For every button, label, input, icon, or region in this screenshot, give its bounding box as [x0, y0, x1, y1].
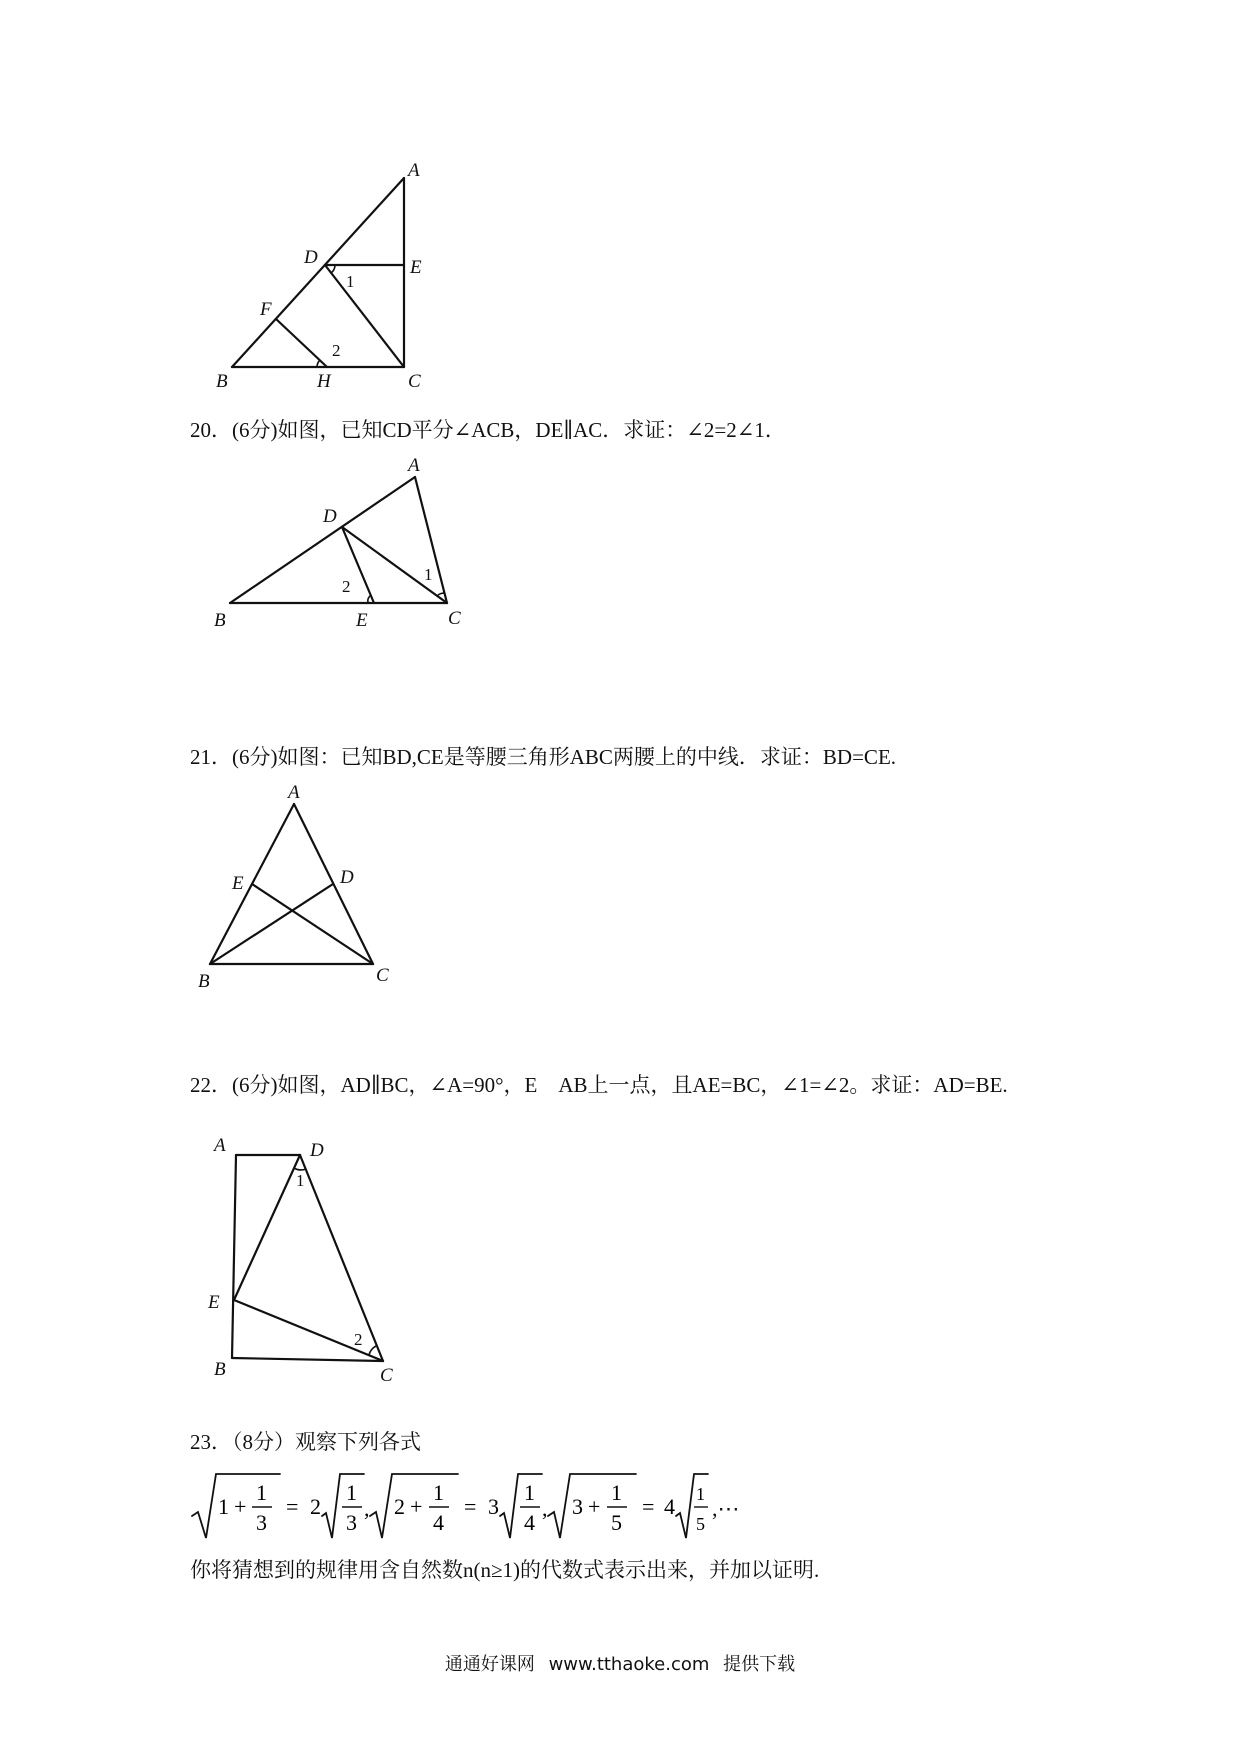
coefficient: 2 [310, 1494, 321, 1519]
footer-url[interactable]: www.tthaoke.com [548, 1654, 710, 1675]
angle-1-arc [437, 593, 444, 596]
fraction-numerator: 1 [611, 1480, 622, 1505]
angle-2-label: 2 [342, 577, 351, 596]
angle-1-label: 1 [296, 1171, 305, 1190]
formula-tail [712, 1496, 740, 1522]
angle-2-arc [369, 1346, 376, 1355]
radicand-whole: 1 [218, 1494, 229, 1519]
fraction-denominator: 3 [346, 1510, 357, 1535]
plus-sign: + [410, 1494, 423, 1519]
figure-q21 [190, 775, 420, 1000]
plus-sign: + [588, 1494, 601, 1519]
angle-2-label: 2 [354, 1330, 363, 1349]
page-footer [0, 1650, 1240, 1676]
fraction-denominator: 4 [433, 1510, 444, 1535]
label-C: C [448, 608, 461, 629]
question-23-conclusion: 你将猜想到的规律用含自然数n(n≥1)的代数式表示出来，并加以证明. [190, 1558, 820, 1582]
label-C: C [376, 965, 389, 986]
comma: , [712, 1496, 718, 1521]
angle-2-arc [368, 595, 371, 603]
question-22-text: 22．(6分)如图，AD∥BC，∠A=90°，E AB上一点，且AE=BC，∠1=∠2。求证：AD=BE. [190, 1073, 1008, 1097]
radical-formula [190, 1472, 710, 1549]
label-B: B [214, 1359, 226, 1380]
label-H: H [317, 371, 331, 392]
equals-sign: = [286, 1494, 299, 1519]
footer-suffix: 提供下载 [723, 1654, 796, 1675]
label-E: E [356, 610, 368, 631]
fraction-numerator: 1 [524, 1480, 535, 1505]
question-20-text: 20．(6分)如图，已知CD平分∠ACB，DE∥AC．求证：∠2=2∠1． [190, 418, 786, 442]
fraction-denominator: 3 [256, 1510, 267, 1535]
segment-DC [300, 1155, 383, 1361]
label-E: E [232, 873, 244, 894]
fraction-numerator: 1 [256, 1480, 267, 1505]
label-F: F [260, 299, 272, 320]
question-21-text: 21．(6分)如图：已知BD,CE是等腰三角形ABC两腰上的中线．求证：BD=CE. [190, 745, 897, 769]
label-A: A [214, 1135, 226, 1156]
label-A: A [288, 782, 300, 803]
radicand-whole: 2 [394, 1494, 405, 1519]
angle-1-label: 1 [346, 272, 355, 291]
label-C: C [380, 1365, 393, 1386]
footer-site-name: 通通好课网 [444, 1654, 535, 1675]
label-E: E [410, 257, 422, 278]
radical-sign [500, 1474, 542, 1538]
comma: , [364, 1496, 370, 1521]
figure-q22 [200, 1125, 440, 1395]
comma: , [542, 1496, 548, 1521]
figure-1 [190, 160, 450, 400]
segment-BC [232, 1358, 383, 1361]
fraction-denominator: 5 [696, 1514, 705, 1534]
equals-sign: = [642, 1494, 655, 1519]
label-B: B [198, 971, 210, 992]
fraction-denominator: 5 [611, 1510, 622, 1535]
label-D: D [310, 1140, 324, 1161]
label-D: D [323, 506, 337, 527]
label-C: C [408, 371, 421, 392]
radical-sign [322, 1474, 364, 1538]
equals-sign: = [464, 1494, 477, 1519]
fraction-numerator: 1 [346, 1480, 357, 1505]
coefficient: 3 [488, 1494, 499, 1519]
radicand-whole: 3 [572, 1494, 583, 1519]
figure-q20 [200, 445, 500, 635]
label-A: A [408, 455, 420, 476]
angle-1-label: 1 [424, 565, 433, 584]
segment-BA [230, 477, 415, 603]
segment-AB [232, 1155, 236, 1358]
ellipsis: ⋯ [717, 1496, 740, 1521]
label-D: D [340, 867, 354, 888]
label-B: B [214, 610, 226, 631]
fraction-denominator: 4 [524, 1510, 535, 1535]
fraction-numerator: 1 [696, 1484, 705, 1504]
label-D: D [304, 247, 318, 268]
angle-2-label: 2 [332, 341, 341, 360]
fraction-numerator: 1 [433, 1480, 444, 1505]
label-B: B [216, 371, 228, 392]
label-E: E [208, 1292, 220, 1313]
angle-1-arc [331, 265, 335, 273]
plus-sign: + [234, 1494, 247, 1519]
label-A: A [408, 160, 420, 181]
coefficient: 4 [664, 1494, 675, 1519]
question-23-text: 23．（8分）观察下列各式 [190, 1430, 421, 1454]
segment-DE [234, 1155, 300, 1300]
segment-BA [232, 178, 404, 367]
